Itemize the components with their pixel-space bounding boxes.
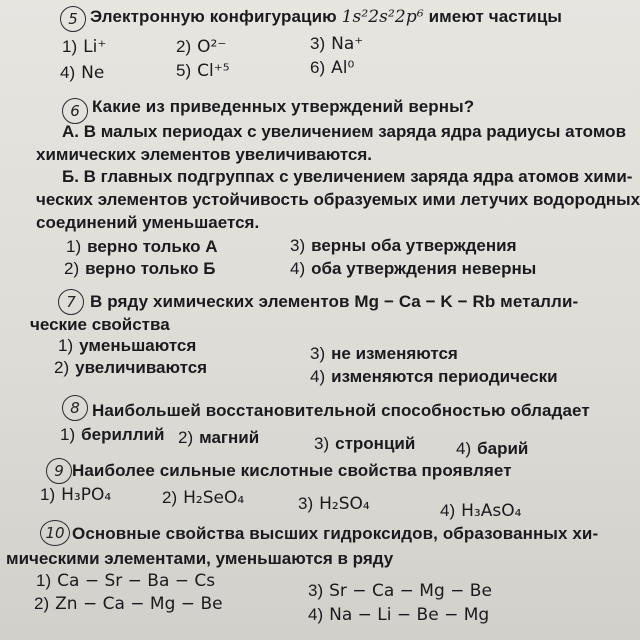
option-text: не изменяются — [331, 344, 458, 363]
question-number: 10 — [40, 520, 70, 546]
option-number: 3) — [308, 581, 324, 600]
question-number: 8 — [62, 395, 88, 421]
option-6[interactable] — [310, 58, 354, 78]
option-number: 3) — [310, 34, 326, 53]
option-number: 2) — [162, 488, 178, 507]
option-3[interactable] — [308, 581, 492, 601]
option-text: бериллий — [81, 425, 165, 444]
option-text: верно только А — [87, 237, 218, 256]
option-number: 1) — [40, 485, 56, 504]
option-text: Na − Li − Be − Mg — [329, 605, 490, 625]
option-2[interactable] — [64, 259, 216, 279]
option-text: Li⁺ — [83, 37, 107, 57]
option-text: Sr − Ca − Mg − Be — [329, 581, 492, 601]
statement-b-line: соединений уменьшается. — [36, 213, 260, 232]
option-4[interactable] — [440, 501, 521, 521]
option-2[interactable] — [176, 37, 226, 57]
statement-a-line: А. В малых периодах с увеличением заряда ядра радиусы атомов — [62, 122, 627, 141]
option-2[interactable] — [162, 488, 244, 508]
question-number: 7 — [58, 289, 84, 315]
option-1[interactable] — [58, 336, 196, 356]
option-number: 4) — [290, 259, 306, 278]
option-4[interactable] — [290, 259, 536, 279]
question-number: 9 — [46, 458, 72, 484]
option-text: Ca − Sr − Ba − Cs — [57, 571, 216, 591]
option-number: 4) — [60, 63, 76, 82]
statement-b-line: Б. В главных подгруппах с увеличением заряда ядра атомов хими- — [62, 167, 633, 186]
option-2[interactable] — [54, 358, 207, 378]
option-3[interactable] — [298, 494, 370, 514]
option-4[interactable] — [60, 63, 104, 83]
question-stem-line: мическими элементами, уменьшаются в ряду — [6, 549, 394, 568]
option-number: 3) — [298, 494, 314, 513]
question-number: 6 — [62, 98, 88, 124]
option-number: 6) — [310, 58, 326, 77]
option-1[interactable] — [60, 425, 164, 445]
option-text: верно только Б — [85, 259, 216, 278]
option-1[interactable] — [40, 485, 111, 505]
option-3[interactable] — [310, 344, 458, 364]
option-text: H₂SO₄ — [319, 494, 370, 514]
question-stem: Какие из приведенных утверждений верны? — [92, 97, 475, 116]
question-stem-line: ческие свойства — [30, 315, 170, 334]
option-number: 3) — [290, 236, 306, 255]
option-1[interactable] — [62, 37, 106, 57]
option-text: барий — [477, 439, 529, 458]
question-number: 5 — [60, 6, 86, 32]
option-number: 1) — [60, 425, 76, 444]
electron-configuration: 1s²2s²2p⁶ — [341, 7, 424, 27]
option-text: O²⁻ — [197, 37, 227, 57]
option-2[interactable] — [178, 428, 259, 448]
option-text: увеличиваются — [75, 358, 208, 377]
option-4[interactable] — [308, 605, 489, 625]
option-2[interactable] — [34, 594, 223, 614]
option-text: Na⁺ — [331, 34, 364, 54]
option-text: оба утверждения неверны — [311, 259, 537, 278]
option-text: H₂SeO₄ — [183, 488, 245, 508]
option-number: 4) — [456, 439, 472, 458]
option-1[interactable] — [66, 237, 218, 257]
option-4[interactable] — [456, 439, 528, 459]
option-number: 5) — [176, 61, 192, 80]
option-number: 1) — [62, 37, 78, 56]
option-number: 2) — [34, 594, 50, 613]
option-text: H₃PO₄ — [61, 485, 112, 505]
option-3[interactable] — [290, 236, 517, 256]
option-number: 4) — [310, 367, 326, 386]
option-number: 1) — [36, 571, 52, 590]
option-number: 1) — [58, 336, 74, 355]
option-number: 3) — [314, 434, 330, 453]
option-text: Al⁰ — [331, 58, 355, 78]
option-5[interactable] — [176, 61, 230, 81]
option-text: Zn − Ca − Mg − Be — [55, 594, 223, 614]
option-number: 2) — [176, 37, 192, 56]
option-text: уменьшаются — [79, 336, 197, 355]
option-text: изменяются периодически — [331, 367, 558, 386]
option-number: 4) — [440, 501, 456, 520]
option-number: 1) — [66, 237, 82, 256]
option-number: 3) — [310, 344, 326, 363]
question-stem: Наибольшей восстановительной способностью обладает — [92, 401, 590, 420]
question-stem — [90, 7, 562, 27]
option-text: Cl⁺⁵ — [197, 61, 230, 81]
option-1[interactable] — [36, 571, 215, 591]
option-text: магний — [199, 428, 260, 447]
option-number: 4) — [308, 605, 324, 624]
stem-text: имеют частицы — [428, 7, 563, 26]
question-stem-line: В ряду химических элементов Mg − Ca − K − Rb металли- — [90, 292, 579, 311]
option-text: верны оба утверждения — [311, 236, 517, 255]
statement-b-line: ческих элементов устойчивость образуемых ими летучих водородных — [36, 190, 640, 209]
option-text: H₃AsO₄ — [461, 501, 522, 521]
option-number: 2) — [178, 428, 194, 447]
question-stem-line: Основные свойства высших гидроксидов, образованных хи- — [72, 524, 599, 543]
option-number: 2) — [64, 259, 80, 278]
option-3[interactable] — [314, 434, 415, 454]
option-3[interactable] — [310, 34, 363, 54]
option-text: Ne — [81, 63, 105, 83]
option-4[interactable] — [310, 367, 558, 387]
question-stem: Наиболее сильные кислотные свойства проявляет — [72, 461, 512, 480]
statement-a-line: химических элементов увеличиваются. — [36, 145, 373, 164]
stem-text: Электронную конфигурацию — [90, 7, 337, 26]
option-number: 2) — [54, 358, 70, 377]
option-text: стронций — [335, 434, 416, 453]
